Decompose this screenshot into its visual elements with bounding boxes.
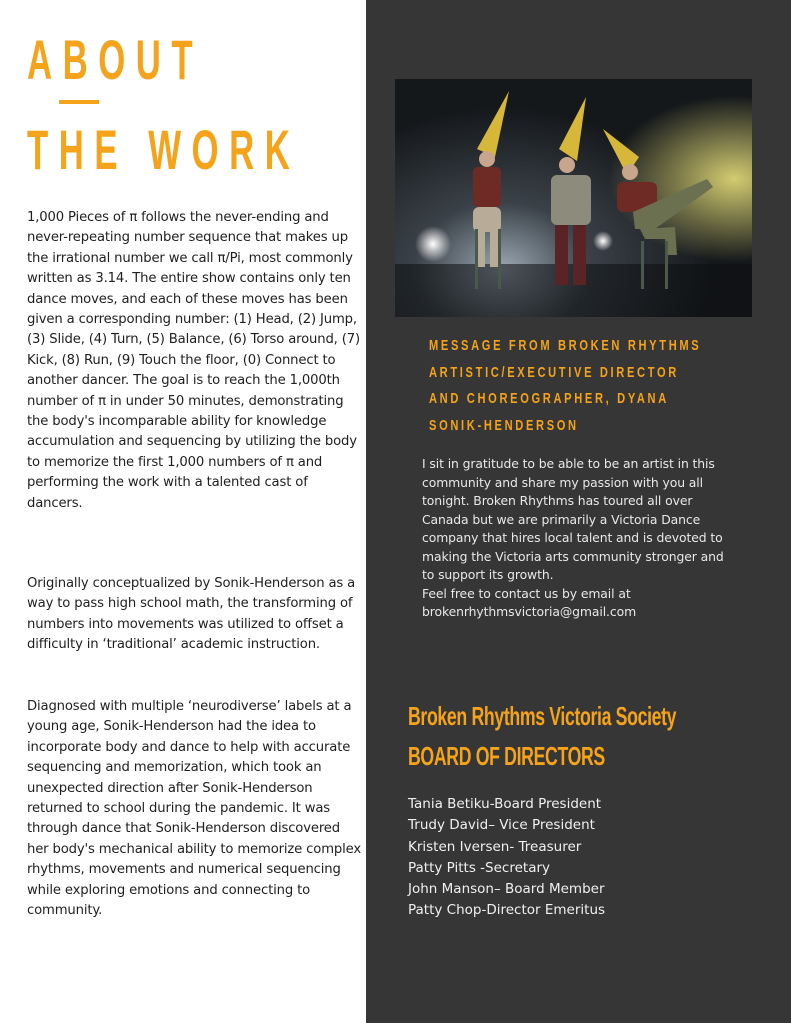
board-member: Patty Pitts -Secretary	[408, 859, 551, 876]
board-member: Trudy David– Vice President	[408, 817, 595, 834]
about-title-line1: ABOUT	[27, 28, 204, 91]
board-members-list	[408, 794, 605, 922]
contact-email-link[interactable]: brokenrhythmsvictoria@gmail.com	[422, 604, 637, 619]
message-heading-line: ARTISTIC/EXECUTIVE DIRECTOR	[429, 363, 679, 381]
board-member: Kristen Iversen- Treasurer	[408, 838, 582, 855]
message-body	[422, 455, 732, 622]
about-paragraph-1: 1,000 Pieces of π follows the never-ending and never-repeating number sequence that makes up the irrational number we call π/Pi, most commonly written as 3.14. The entire show contains only ten dance moves, and each of these moves has been given a corresponding number: (1) Head, (2) Jump, (3) Slide, (4) Turn, (5) Balance, (6) Torso around, (7) Kick, (8) Run, (9) Touch the floor, (0) Connect to another dancer. The goal is to reach the 1,000th number of π in under 50 minutes, demonstrating the body's incomparable ability for knowledge accumulation and sequencing by utilizing the body to memorize the first 1,000 numbers of π and performing the work with a talented cast of dancers.	[27, 210, 360, 511]
dance-performance-photo	[395, 79, 752, 317]
about-paragraph-3: Diagnosed with multiple ‘neurodiverse’ labels at a young age, Sonik-Henderson had the idea to incorporate body and dance to help with accurate sequencing and memorization, which took an unexpected direction after Sonik-Henderson returned to school during the pandemic. It was through dance that Sonik-Henderson discovered her body's mechanical ability to memorize complex rhythms, movements and numerical sequencing while exploring emotions and connecting to community.	[27, 699, 362, 919]
stage-light-left	[415, 226, 451, 262]
board-title: BOARD OF DIRECTORS	[408, 741, 605, 771]
board-member: John Manson– Board Member	[408, 881, 605, 898]
society-heading	[408, 696, 676, 776]
message-text: I sit in gratitude to be able to be an artist in this community and share my passion with you all tonight. Broken Rhythms has toured all over Canada but we are primarily a Victoria Dance company that hires local talent and is devoted to making the Victoria arts community stronger and to support its growth.	[422, 456, 724, 582]
society-name: Broken Rhythms Victoria Society	[408, 701, 677, 731]
about-title-line2: THE WORK	[27, 118, 301, 181]
title-divider	[59, 100, 99, 104]
message-heading-line: SONIK-HENDERSON	[429, 416, 579, 434]
board-member: Tania Betiku-Board President	[408, 796, 602, 812]
stage-light-center	[593, 231, 613, 251]
message-heading-line: MESSAGE FROM BROKEN RHYTHMS	[429, 337, 702, 354]
about-paragraph-2: Originally conceptualized by Sonik-Henderson as a way to pass high school math, the transforming of numbers into movements was utilized to offset a difficulty in ‘traditional’ academic instruction.	[27, 576, 356, 653]
contact-line: Feel free to contact us by email at	[422, 585, 631, 601]
message-heading	[429, 333, 702, 439]
board-member: Patty Chop-Director Emeritus	[408, 902, 606, 919]
about-panel	[0, 0, 366, 1023]
message-heading-line: AND CHOREOGRAPHER, DYANA	[429, 390, 669, 407]
dancers-illustration	[395, 79, 752, 317]
